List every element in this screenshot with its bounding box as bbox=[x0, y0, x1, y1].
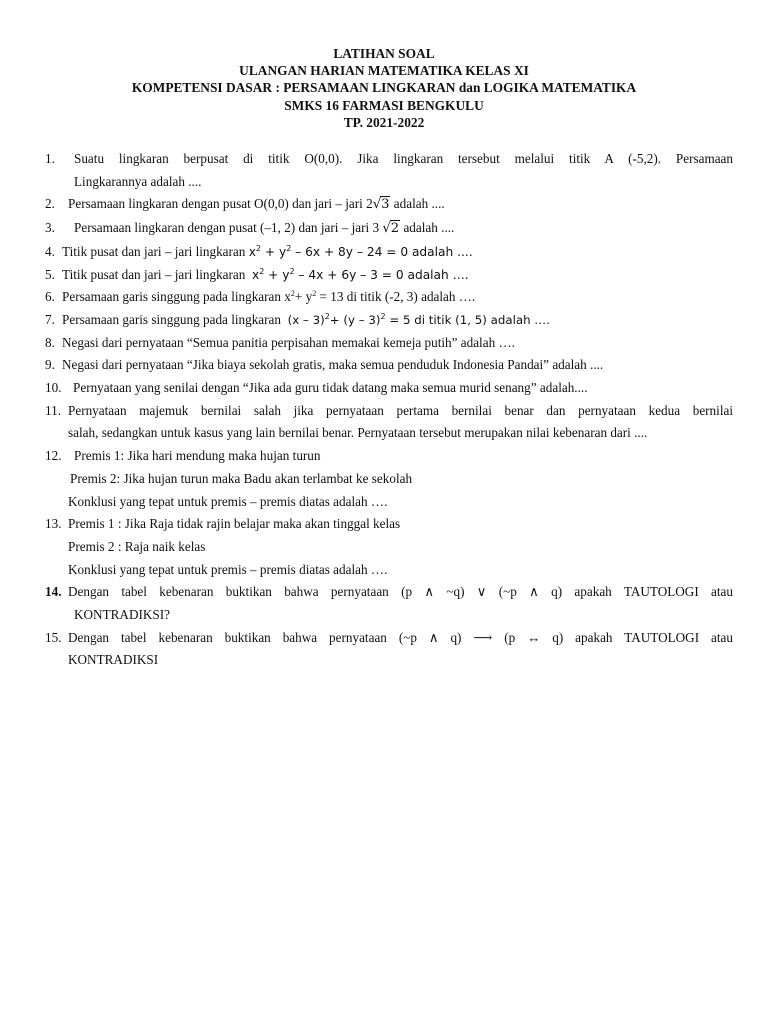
question-12 bbox=[45, 445, 733, 513]
question-2 bbox=[45, 193, 733, 217]
question-text-part: adalah .... bbox=[393, 196, 445, 212]
question-number: 13. bbox=[45, 516, 62, 532]
question-number: 15. bbox=[45, 629, 62, 645]
premise-1: Premis 1: Jika hari mendung maka hujan turun bbox=[74, 448, 321, 464]
question-text-part: Persamaan garis singgung pada lingkaran x bbox=[62, 289, 291, 305]
question-6 bbox=[45, 286, 733, 309]
radical-coefficient: 3 bbox=[372, 220, 380, 236]
equation bbox=[288, 313, 550, 327]
question-7 bbox=[45, 309, 733, 332]
equation-part: + y bbox=[261, 244, 287, 259]
exponent: 2 bbox=[255, 243, 261, 253]
question-number: 8. bbox=[45, 334, 55, 350]
question-text-cont: KONTRADIKSI? bbox=[74, 607, 170, 623]
equation-part: (x – 3) bbox=[287, 312, 325, 327]
exponent: 2 bbox=[286, 243, 292, 253]
question-text-part: Titik pusat dan jari – jari lingkaran bbox=[62, 243, 246, 259]
question-text-part: + y bbox=[294, 289, 313, 305]
equation-part: + y bbox=[264, 267, 290, 282]
premise-2: Premis 2 : Raja naik kelas bbox=[68, 538, 206, 554]
radicand: 2 bbox=[390, 221, 400, 237]
question-text: Negasi dari pernyataan “Jika biaya sekolah gratis, maka semua penduduk Indonesia Pandai” adalah .... bbox=[62, 357, 604, 373]
question-number: 3. bbox=[45, 220, 55, 236]
question-text bbox=[62, 241, 733, 264]
exponent: 2 bbox=[324, 311, 330, 321]
question-text: Negasi dari pernyataan “Semua panitia perpisahan memakai kemeja putih” adalah …. bbox=[62, 334, 515, 350]
question-4 bbox=[45, 241, 733, 264]
equation-part: x bbox=[251, 267, 260, 282]
conclusion-prompt: Konklusi yang tepat untuk premis – premis diatas adalah …. bbox=[68, 493, 388, 509]
question-number: 7. bbox=[45, 311, 55, 327]
header-title: LATIHAN SOAL bbox=[333, 46, 435, 61]
question-number: 9. bbox=[45, 357, 55, 373]
question-9 bbox=[45, 354, 733, 377]
question-text bbox=[62, 264, 733, 287]
question-number: 10. bbox=[45, 380, 62, 396]
square-root-symbol: √2 bbox=[382, 221, 400, 237]
question-11 bbox=[45, 400, 733, 445]
question-text: Dengan tabel kebenaran buktikan bahwa pernyataan (~p ∧ q) ⟶ (p ↔ q) apakah TAUTOLOGI atau bbox=[68, 629, 733, 645]
premise-2: Premis 2: Jika hujan turun maka Badu akan terlambat ke sekolah bbox=[70, 470, 413, 486]
equation-part: x bbox=[248, 244, 256, 259]
equation-part: – 6x + 8y – 24 = 0 adalah .... bbox=[291, 244, 473, 259]
question-14 bbox=[45, 581, 733, 626]
question-text bbox=[74, 217, 733, 241]
question-8 bbox=[45, 332, 733, 355]
question-text bbox=[62, 286, 733, 309]
exponent: 2 bbox=[259, 266, 265, 276]
exponent: 2 bbox=[380, 311, 386, 321]
question-number: 12. bbox=[45, 448, 62, 464]
conclusion-prompt: Konklusi yang tepat untuk premis – premis diatas adalah …. bbox=[68, 561, 388, 577]
question-text: Suatu lingkaran berpusat di titik O(0,0). Jika lingkaran tersebut melalui titik A (-5,2). Persamaan bbox=[74, 151, 733, 166]
radical-coefficient: 2 bbox=[366, 196, 373, 212]
question-text-part: Persamaan lingkaran dengan pusat (–1, 2) dan jari – jari bbox=[74, 220, 370, 236]
equation bbox=[249, 245, 473, 259]
question-text-cont: Lingkarannya adalah .... bbox=[74, 173, 202, 189]
header-competency: KOMPETENSI DASAR : PERSAMAAN LINGKARAN dan LOGIKA MATEMATIKA bbox=[131, 80, 637, 96]
question-text bbox=[62, 309, 733, 332]
exponent: 2 bbox=[312, 289, 317, 299]
equation-part: – 4x + 6y – 3 = 0 adalah …. bbox=[294, 267, 469, 282]
question-text: Dengan tabel kebenaran buktikan bahwa pernyataan (p ∧ ~q) ∨ (~p ∧ q) apakah TAUTOLOGI atau bbox=[68, 584, 733, 600]
header-school-year: TP. 2021-2022 bbox=[343, 114, 425, 130]
header-exam-name: ULANGAN HARIAN MATEMATIKA KELAS XI bbox=[239, 63, 529, 79]
question-5 bbox=[45, 264, 733, 287]
radicand: 3 bbox=[381, 197, 390, 213]
question-number: 4. bbox=[45, 243, 55, 259]
question-text-cont: KONTRADIKSI bbox=[68, 652, 159, 668]
equation-part: + (y – 3) bbox=[329, 312, 381, 327]
question-text-part: Persamaan lingkaran dengan pusat O(0,0) dan jari – jari bbox=[68, 196, 363, 212]
question-number: 11. bbox=[45, 402, 61, 418]
question-15 bbox=[45, 627, 733, 672]
question-text-cont: salah, sedangkan untuk kasus yang lain bernilai benar. Pernyataan tersebut merupakan nilai kebenaran dari .... bbox=[68, 425, 648, 441]
question-list bbox=[45, 148, 733, 672]
question-text-part: Titik pusat dan jari – jari lingkaran bbox=[62, 266, 246, 282]
question-number: 2. bbox=[45, 196, 55, 212]
question-3 bbox=[45, 217, 733, 241]
question-1 bbox=[45, 148, 733, 193]
equation-part: = 5 di titik (1, 5) adalah …. bbox=[385, 312, 550, 327]
question-13 bbox=[45, 513, 733, 581]
exponent: 2 bbox=[290, 289, 295, 299]
header-school: SMKS 16 FARMASI BENGKULU bbox=[284, 97, 484, 113]
square-root-symbol: √3 bbox=[372, 197, 390, 213]
exponent: 2 bbox=[289, 266, 295, 276]
question-10 bbox=[45, 377, 733, 400]
question-number: 14. bbox=[45, 584, 62, 600]
equation bbox=[252, 268, 469, 282]
question-text: Pernyataan yang senilai dengan “Jika ada guru tidak datang maka semua murid senang” adalah.... bbox=[73, 380, 588, 396]
question-text bbox=[68, 193, 733, 217]
question-number: 5. bbox=[45, 266, 55, 282]
question-number: 6. bbox=[45, 289, 55, 305]
question-text: Pernyataan majemuk bernilai salah jika pernyataan pertama bernilai benar dan pernyataan kedua bernilai bbox=[68, 402, 733, 418]
question-text-part: = 13 di titik (-2, 3) adalah …. bbox=[316, 289, 476, 305]
premise-1: Premis 1 : Jika Raja tidak rajin belajar maka akan tinggal kelas bbox=[68, 516, 401, 532]
question-text-part: Persamaan garis singgung pada lingkaran bbox=[62, 311, 281, 327]
question-number: 1. bbox=[45, 151, 55, 166]
document-header bbox=[0, 45, 768, 131]
question-text-part: adalah .... bbox=[403, 220, 455, 236]
